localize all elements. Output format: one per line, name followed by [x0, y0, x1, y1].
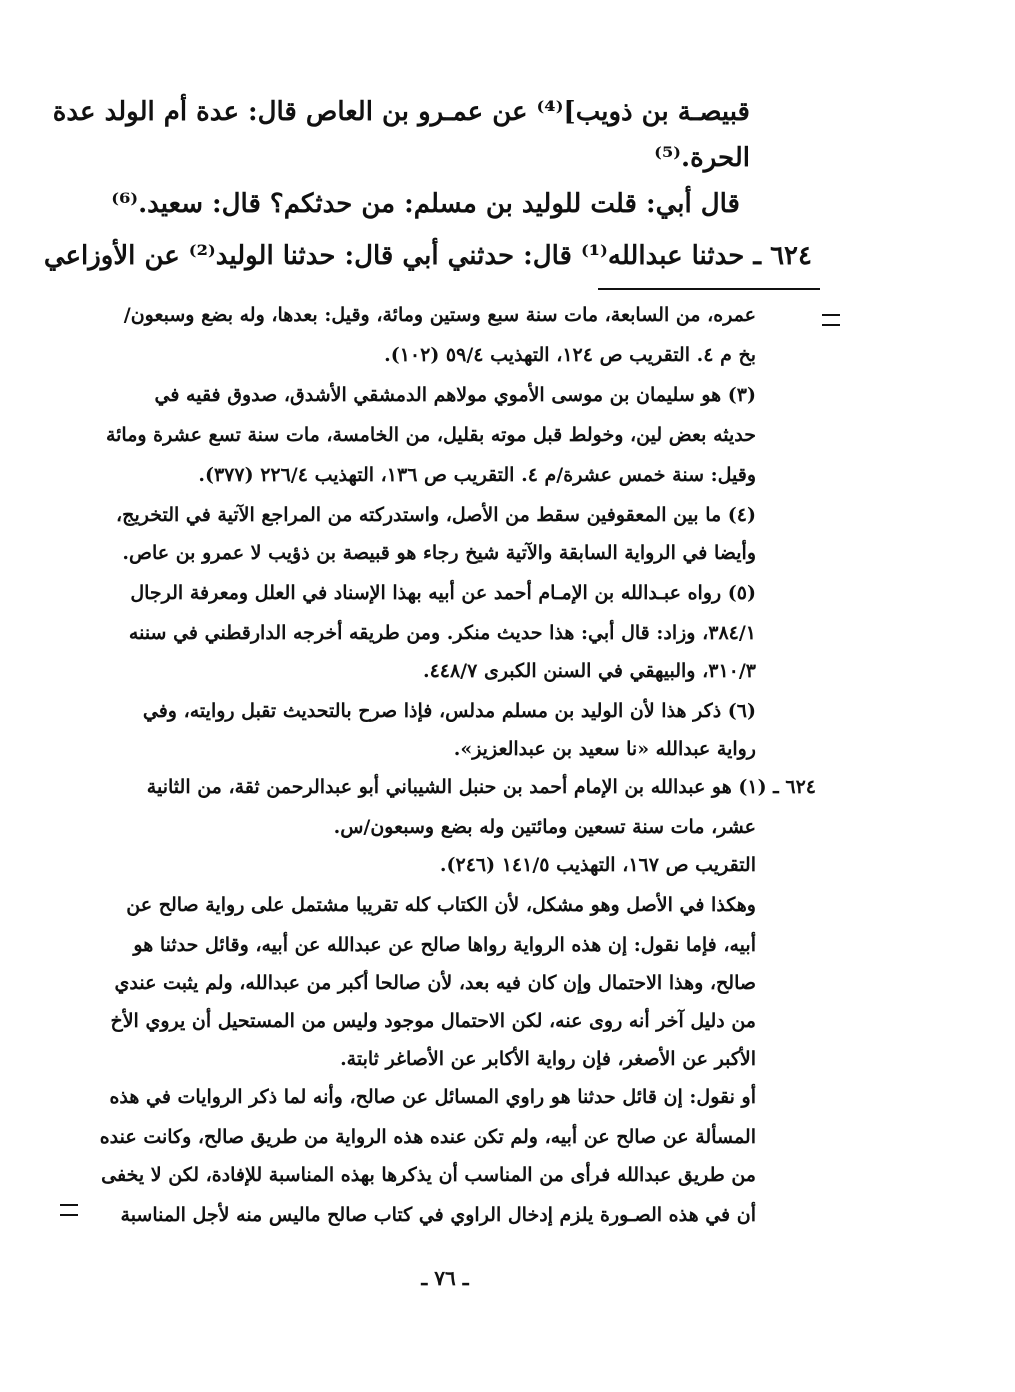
- footnote-line-24: أن في هذه الصـورة يلزم إدخال الراوي في كتاب صالح ماليس منه لأجل المناسبة: [120, 1204, 756, 1226]
- footnote-line-16: وهكذا في الأصل وهو مشكل، لأن الكتاب كله تقريبا مشتمل على رواية صالح عن: [126, 894, 756, 916]
- footnote-line-21: أو نقول: إن قائل حدثنا هو راوي المسائل عن صالح، وأنه لما ذكر الروايات في هذه: [109, 1086, 756, 1108]
- footnote-line-3: (٣) هو سليمان بن موسى الأموي مولاهم الدمشقي الأشدق، صدوق فقيه في: [154, 384, 756, 406]
- footnote-separator: [598, 288, 820, 290]
- footnote-line-12: رواية عبدالله «نا سعيد بن عبدالعزيز».: [453, 738, 756, 760]
- footnote-line-15: التقريب ص ١٦٧، التهذيب ١٤١/٥ (٢٤٦).: [439, 854, 756, 876]
- footnote-line-2: بخ م ٤. التقريب ص ١٢٤، التهذيب ٥٩/٤ (١٠٢).: [384, 344, 756, 366]
- main-line-1: قبيصـة بن ذويب]⁽⁴⁾ عن عمـرو بن العاص قال: عدة أم الولد عدة: [52, 97, 750, 127]
- footnote-line-11: (٦) ذكر هذا لأن الوليد بن مسلم مدلس، فإذا صرح بالتحديث تقبل روايته، وفي: [142, 700, 756, 722]
- footnote-line-4: حديثه بعض لين، وخولط قبل موته بقليل، من الخامسة، مات سنة تسع عشرة ومائة: [105, 424, 756, 446]
- footnote-line-19: من دليل آخر أنه روى عنه، لكن الاحتمال موجود وليس من المستحيل أن يروي الأخ: [110, 1010, 756, 1032]
- footnote-line-1: عمره، من السابعة، مات سنة سبع وستين ومائة، وقيل: بعدها، وله بضع وسبعون/: [123, 304, 756, 326]
- footnote-line-22: المسألة عن صالح عن أبيه، ولم تكن عنده هذه الرواية من طريق صالح، وكانت عنده: [99, 1126, 756, 1148]
- continuation-mark-top: [822, 314, 840, 326]
- footnote-line-20: الأكبر عن الأصغر، فإن رواية الأكابر عن الأصاغر ثابتة.: [340, 1048, 756, 1070]
- main-line-2: الحرة.⁽⁵⁾: [654, 143, 750, 173]
- footnote-line-14: عشر، مات سنة تسعين ومائتين وله بضع وسبعون/س.: [333, 816, 756, 838]
- footnote-line-23: من طريق عبدالله فرأى من المناسب أن يذكرها بهذه المناسبة للإفادة، لكن لا يخفى: [101, 1164, 756, 1186]
- footnote-line-6: (٤) ما بين المعقوفين سقط من الأصل، واستدركته من المراجع الآتية في التخريج،: [116, 504, 756, 526]
- footnote-line-7: وأيضا في الرواية السابقة والآتية شيخ رجاء هو قبيصة بن ذؤيب لا عمرو بن عاص.: [122, 542, 756, 564]
- page-number: ـ ٧٦ ـ: [421, 1266, 469, 1290]
- footnote-line-13: ٦٢٤ ـ (١) هو عبدالله بن الإمام أحمد بن حنبل الشيباني أبو عبدالرحمن ثقة، من الثانية: [146, 776, 816, 798]
- main-line-3: قال أبي: قلت للوليد بن مسلم: من حدثكم؟ قال: سعيد.⁽⁶⁾: [111, 189, 740, 219]
- footnote-line-9: ٣٨٤/١، وزاد: قال أبي: هذا حديث منكر. ومن طريقه أخرجه الدارقطني في سننه: [128, 622, 756, 644]
- footnote-line-18: صالح، وهذا الاحتمال وإن كان فيه بعد، لأن صالحا أكبر من عبدالله، ولم يثبت عندي: [114, 972, 756, 994]
- continuation-mark-bottom: [60, 1204, 78, 1216]
- footnote-line-10: ٣١٠/٣، والبيهقي في السنن الكبرى ٤٤٨/٧.: [422, 660, 756, 682]
- main-line-4: ٦٢٤ ـ حدثنا عبدالله⁽¹⁾ قال: حدثني أبي قال: حدثنا الوليد⁽²⁾ عن الأوزاعي: [43, 241, 812, 271]
- footnote-line-5: وقيل: سنة خمس عشرة/م ٤. التقريب ص ١٣٦، التهذيب ٢٢٦/٤ (٣٧٧).: [198, 464, 756, 486]
- footnote-line-8: (٥) رواه عبـدالله بن الإمـام أحمد عن أبيه بهذا الإسناد في العلل ومعرفة الرجال: [130, 582, 756, 604]
- footnote-line-17: أبيه، فإما نقول: إن هذه الرواية رواها صالح عن عبدالله عن أبيه، وقائل حدثنا هو: [133, 934, 756, 956]
